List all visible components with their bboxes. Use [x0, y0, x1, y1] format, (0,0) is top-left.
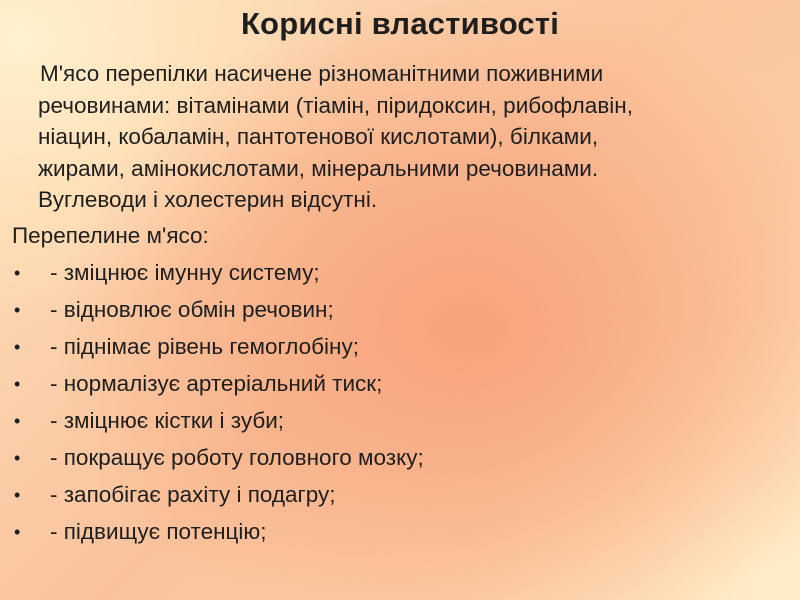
bullet-icon: • [14, 485, 21, 505]
intro-paragraph [38, 58, 798, 216]
intro-line: жирами, амінокислотами, мінеральними речовинами. [38, 155, 599, 181]
list-item-text: - відновлює обмін речовин; [50, 297, 334, 322]
intro-line: Вуглеводи і холестерин відсутні. [38, 187, 378, 213]
bullet-icon: • [14, 522, 21, 542]
bullet-icon: • [14, 337, 21, 357]
list-item-text: - піднімає рівень гемоглобіну; [50, 334, 359, 359]
list-heading: Перепелине м'ясо: [12, 223, 209, 248]
slide-title: Корисні властивості [240, 6, 560, 41]
bullet-icon: • [14, 448, 21, 468]
bullet-icon: • [14, 263, 21, 283]
bullet-icon: • [14, 300, 21, 320]
list-item-text: - нормалізує артеріальний тиск; [50, 371, 383, 396]
bullet-icon: • [14, 374, 21, 394]
list-item-text: - запобігає рахіту і подагру; [50, 482, 336, 507]
list-item-text: - зміцнює імунну систему; [50, 260, 320, 285]
list-item-text: - покращує роботу головного мозку; [50, 445, 424, 470]
intro-line: ніацин, кобаламін, пантотенової кислотами), білками, [38, 124, 599, 150]
intro-line: речовинами: вітамінами (тіамін, піридоксин, рибофлавін, [38, 92, 633, 118]
bullet-icon: • [14, 411, 21, 431]
list-item-text: - зміцнює кістки і зуби; [50, 408, 285, 433]
list-item-text: - підвищує потенцію; [50, 519, 267, 544]
intro-line: М'ясо перепілки насичене різноманітними поживними [40, 61, 604, 86]
